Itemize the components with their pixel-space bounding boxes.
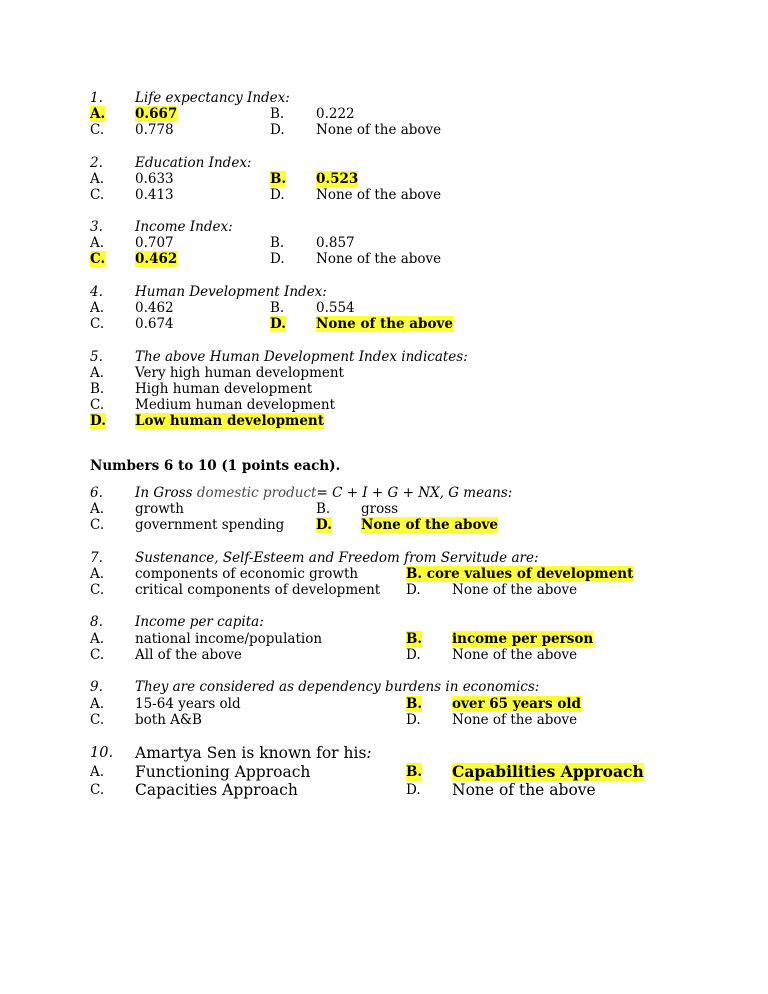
option-text: None of the above [452,647,578,663]
option-letter: B. [270,171,287,187]
question-text-part: Amartya Sen is known for his [135,744,367,762]
option-letter: B. [270,300,285,316]
option-letter: D. [270,187,285,203]
option-letter: A. [90,501,105,517]
option-letter: C. [90,712,105,728]
option-text: both A&B [135,712,202,728]
option-text: Medium human development [135,397,336,413]
option-text-correct: None of the above [316,316,453,332]
option-text: 0.554 [316,300,355,316]
option-text: None of the above [316,122,442,138]
option-letter: D. [270,251,285,267]
option-letter: C. [90,397,105,413]
option-text: 0.633 [135,171,174,187]
question-text: Income Index: [135,219,233,235]
option-text-correct: over 65 years old [452,696,581,712]
option-letter: D. [406,782,421,798]
option-letter: B. [406,631,423,647]
option-text: 0.857 [316,235,355,251]
option-letter: D. [406,582,421,598]
option-text: 0.674 [135,316,174,332]
option-text: national income/population [135,631,323,647]
option-text: All of the above [135,647,242,663]
option-text-correct: income per person [452,631,594,647]
option-text: None of the above [452,582,578,598]
question-text: Life expectancy Index: [135,90,290,106]
option-text: Very high human development [135,365,344,381]
option-letter: D. [316,517,332,533]
question-text: Income per capita: [135,614,264,630]
question-text: Human Development Index: [135,284,327,300]
option-letter: D. [270,316,286,332]
question-number: 5. [90,349,103,365]
question-number: 8. [90,614,103,630]
question-text-part: In Gross [135,485,197,501]
question-number: 2. [90,155,103,171]
option-text: 0.707 [135,235,174,251]
option-text: Capacities Approach [135,781,298,799]
question-text-part: = C + I + G + NX, G means: [316,485,513,501]
option-text-correct: 0.462 [135,251,178,267]
option-text: 0.413 [135,187,174,203]
option-letter: C. [90,582,105,598]
option-letter: A. [90,171,105,187]
option-text: critical components of development [135,582,381,598]
option-letter: A. [90,365,105,381]
option-letter: C. [90,316,105,332]
option-letter: D. [406,712,421,728]
option-text: 0.222 [316,106,355,122]
question-number: 3. [90,219,103,235]
option-letter: C. [90,517,105,533]
option-letter: B. [270,235,285,251]
question-text [135,744,372,762]
option-text: components of economic growth [135,566,359,582]
option-letter: C. [90,251,106,267]
question-number: 9. [90,679,103,695]
option-letter: B. [270,106,285,122]
option-text: Functioning Approach [135,763,311,781]
option-text-correct: B. core values of development [406,566,634,582]
option-letter: A. [90,300,105,316]
question-text-suffix: : [366,744,372,762]
option-letter: B. [406,764,423,780]
option-letter: D. [270,122,285,138]
option-text-correct: Capabilities Approach [452,762,644,781]
option-text: High human development [135,381,313,397]
option-letter: A. [90,235,105,251]
question-number: 7. [90,550,103,566]
option-text-correct: 0.667 [135,106,178,122]
question-text: They are considered as dependency burdens in economics: [135,679,540,695]
option-letter: C. [90,782,105,798]
option-letter: A. [90,631,105,647]
option-letter: B. [406,696,423,712]
option-text: None of the above [452,712,578,728]
option-text-correct: None of the above [361,517,498,533]
option-letter: A. [90,696,105,712]
option-text: 0.462 [135,300,174,316]
option-letter: C. [90,647,105,663]
question-text [135,485,512,501]
question-text: Sustenance, Self-Esteem and Freedom from Servitude are: [135,550,539,566]
question-number: 4. [90,284,103,300]
option-letter: B. [90,381,105,397]
option-text-correct: 0.523 [316,171,359,187]
question-number: 1. [90,90,103,106]
option-text: None of the above [316,187,442,203]
option-text: government spending [135,517,285,533]
question-text-part: domestic product [196,485,317,501]
option-letter: A. [90,764,105,780]
question-text: The above Human Development Index indicates: [135,349,468,365]
option-text: 15-64 years old [135,696,241,712]
option-text: gross [361,501,399,517]
option-text: None of the above [316,251,442,267]
question-number: 10. [90,745,114,761]
option-text-correct: Low human development [135,413,324,429]
option-letter: A. [90,566,105,582]
option-text: None of the above [452,781,596,799]
question-number: 6. [90,485,103,501]
option-letter: B. [316,501,331,517]
option-letter: D. [406,647,421,663]
option-letter: D. [90,413,106,429]
option-text: growth [135,501,184,517]
option-letter: A. [90,106,106,122]
section-heading: Numbers 6 to 10 (1 points each). [90,458,341,474]
option-letter: C. [90,122,105,138]
option-text: 0.778 [135,122,174,138]
question-text: Education Index: [135,155,252,171]
option-letter: C. [90,187,105,203]
